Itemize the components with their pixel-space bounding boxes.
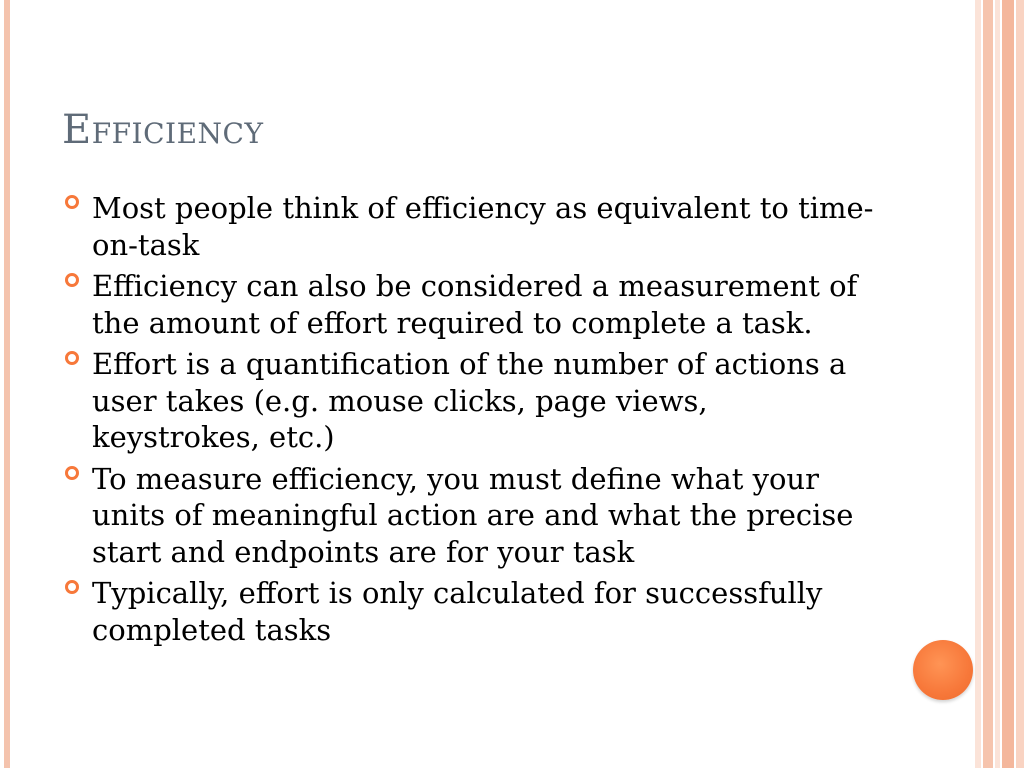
list-item bbox=[62, 190, 882, 263]
list-item bbox=[62, 575, 882, 648]
ring-bullet-icon bbox=[64, 272, 80, 288]
ring-bullet-icon bbox=[64, 579, 80, 595]
list-item bbox=[62, 268, 882, 341]
ring-bullet-icon bbox=[64, 465, 80, 481]
stripe bbox=[1002, 0, 1014, 768]
orange-circle-decoration bbox=[913, 640, 973, 700]
right-decorative-stripes bbox=[975, 0, 1024, 768]
left-accent-bar bbox=[4, 0, 10, 768]
list-item bbox=[62, 346, 882, 456]
stripe bbox=[1016, 0, 1024, 768]
stripe bbox=[995, 0, 1000, 768]
list-item bbox=[62, 461, 882, 571]
bullet-text: Efficiency can also be considered a measurement of the amount of effort required to complete a task. bbox=[92, 269, 858, 340]
ring-bullet-icon bbox=[64, 350, 80, 366]
stripe bbox=[983, 0, 993, 768]
stripe bbox=[975, 0, 981, 768]
bullet-text: Typically, effort is only calculated for successfully completed tasks bbox=[92, 576, 823, 647]
bullet-text: Most people think of efficiency as equivalent to time-on-task bbox=[92, 191, 874, 262]
ring-bullet-icon bbox=[64, 194, 80, 210]
page-title: Efficiency bbox=[62, 107, 264, 153]
bullet-list bbox=[62, 190, 882, 653]
bullet-text: To measure efficiency, you must define what your units of meaningful action are and what the precise start and endpoints are for your task bbox=[92, 461, 854, 569]
bullet-text: Effort is a quantification of the number of actions a user takes (e.g. mouse clicks, page views, keystrokes, etc.) bbox=[92, 347, 847, 454]
